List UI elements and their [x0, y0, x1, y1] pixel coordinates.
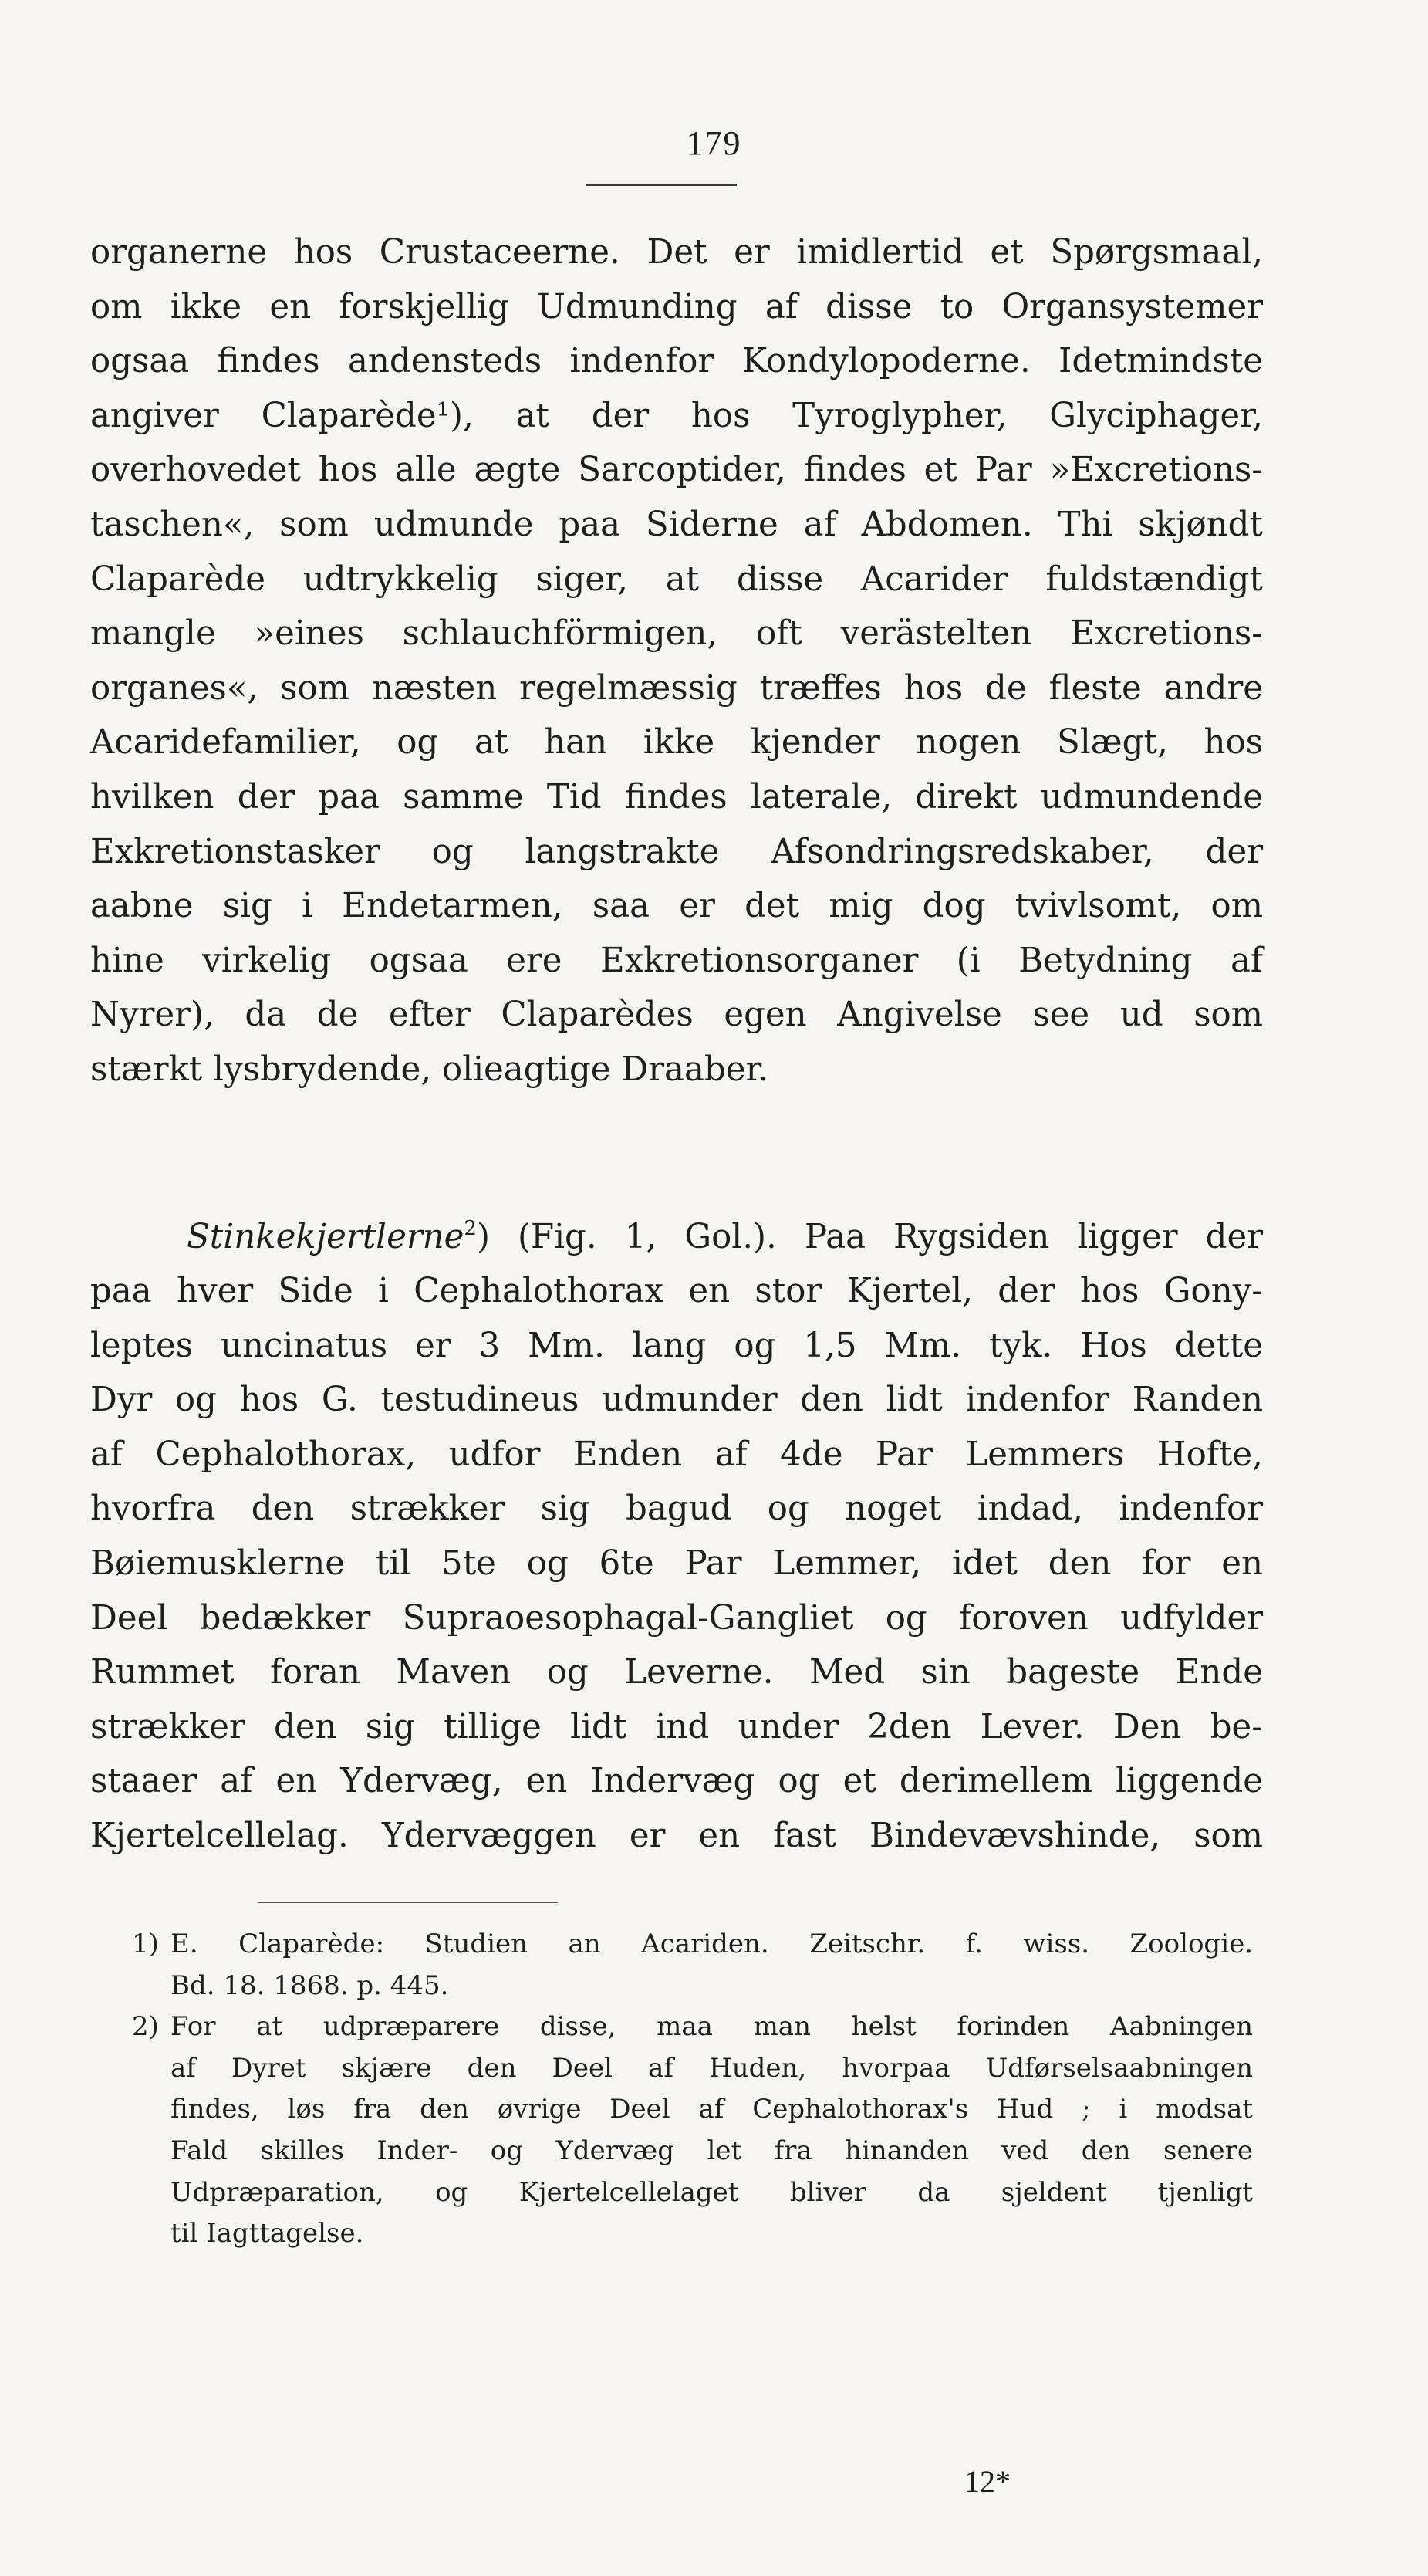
text-line: Dyr og hos G. testudineus udmunder den lidt indenfor Randen	[90, 1381, 1263, 1420]
text-line: Exkretionstasker og langstrakte Afsondringsredskaber, der	[90, 832, 1263, 871]
text-line: angiver Claparède¹), at der hos Tyroglypher, Glyciphager,	[90, 396, 1263, 435]
footnote-1	[132, 1924, 1253, 2006]
text-line: Acaridefamilier, og at han ikke kjender nogen Slægt, hos	[90, 723, 1263, 762]
footnote-2	[132, 2006, 1253, 2255]
footnote-line: til Iagttagelse.	[170, 2218, 364, 2250]
text-line: ogsaa findes andensteds indenfor Kondylopoderne. Idetmindste	[90, 342, 1263, 381]
text-line: organes«, som næsten regelmæssig træffes hos de fleste andre	[90, 668, 1263, 708]
text-line: Bøiemusklerne til 5te og 6te Par Lemmer, idet den for en	[90, 1544, 1263, 1584]
text-line: af Cephalothorax, udfor Enden af 4de Par Lemmers Hofte,	[90, 1435, 1263, 1474]
text-line: taschen«, som udmunde paa Siderne af Abdomen. Thi skjøndt	[90, 505, 1263, 544]
text-line: hine virkelig ogsaa ere Exkretionsorganer (i Betydning af	[90, 941, 1263, 980]
text-line: hvilken der paa samme Tid findes laterale, direkt udmundende	[90, 777, 1263, 816]
footnote-line: 2) For at udpræparere disse, maa man helst forinden Aabningen	[132, 2006, 1253, 2048]
footnote-line: 1) E. Claparède: Studien an Acariden. Zeitschr. f. wiss. Zoologie.	[132, 1924, 1253, 1966]
footnote-mark: 2)	[132, 2011, 159, 2043]
text-line: staaer af en Ydervæg, en Indervæg og et derimellem liggende	[90, 1762, 1263, 1801]
text-line: hvorfra den strækker sig bagud og noget indad, indenfor	[90, 1489, 1263, 1529]
text-line: om ikke en forskjellig Udmunding af disse to Organsystemer	[90, 287, 1263, 326]
text-line: strækker den sig tillige lidt ind under 2den Lever. Den be-	[90, 1707, 1263, 1746]
page-number: 179	[686, 124, 742, 162]
footnote-ref: 2	[464, 1216, 477, 1240]
body-text	[90, 225, 1263, 1864]
section-heading: Stinkekjertlerne	[187, 1217, 464, 1256]
text-line: organerne hos Crustaceerne. Det er imidlertid et Spørgsmaal,	[90, 233, 1263, 272]
text-line: Kjertelcellelag. Ydervæggen er en fast Bindevævshinde, som	[90, 1817, 1263, 1856]
footnote-line: af Dyret skjære den Deel af Huden, hvorpaa Udførselsaabningen	[170, 2052, 1253, 2084]
footnote-line: Udpræparation, og Kjertelcellelaget bliver da sjeldent tjenligt	[170, 2176, 1253, 2208]
header-rule	[586, 184, 737, 186]
footnote-line: findes, løs fra den øvrige Deel af Cephalothorax's Hud ; i modsat	[170, 2094, 1253, 2125]
footnote-rule	[258, 1902, 558, 1903]
paragraph-1	[90, 225, 1263, 1097]
text-line: aabne sig i Endetarmen, saa er det mig dog tvivlsomt, om	[90, 887, 1263, 926]
text-line: paa hver Side i Cephalothorax en stor Kjertel, der hos Gony-	[90, 1272, 1263, 1311]
paragraph-gap	[90, 1097, 1263, 1210]
signature-mark: 12*	[964, 2464, 1011, 2499]
paragraph-2	[90, 1210, 1263, 1864]
text-line: mangle »eines schlauchförmigen, oft verästelten Excretions-	[90, 614, 1263, 654]
footnote-line: Fald skilles Inder- og Ydervæg let fra hinanden ved den senere	[170, 2135, 1253, 2166]
footnotes	[132, 1924, 1253, 2255]
text-line: leptes uncinatus er 3 Mm. lang og 1,5 Mm. tyk. Hos dette	[90, 1326, 1263, 1365]
text-line: stærkt lysbrydende, olieagtige Draaber.	[90, 1050, 769, 1089]
text-run: ) (Fig. 1, Gol.). Paa Rygsiden ligger der	[476, 1217, 1263, 1256]
footnote-mark: 1)	[132, 1929, 159, 1959]
text-line: Claparède udtrykkelig siger, at disse Acarider fuldstændigt	[90, 559, 1263, 599]
text-line: Deel bedækker Supraoesophagal-Gangliet og foroven udfylder	[90, 1598, 1263, 1638]
text-line: overhovedet hos alle ægte Sarcoptider, findes et Par »Excretions-	[90, 451, 1263, 490]
text-line: Rummet foran Maven og Leverne. Med sin bageste Ende	[90, 1653, 1263, 1692]
footnote-line: Bd. 18. 1868. p. 445.	[170, 1969, 449, 2001]
text-line: Nyrer), da de efter Claparèdes egen Angivelse see ud som	[90, 996, 1263, 1035]
text-line	[90, 1210, 1263, 1265]
